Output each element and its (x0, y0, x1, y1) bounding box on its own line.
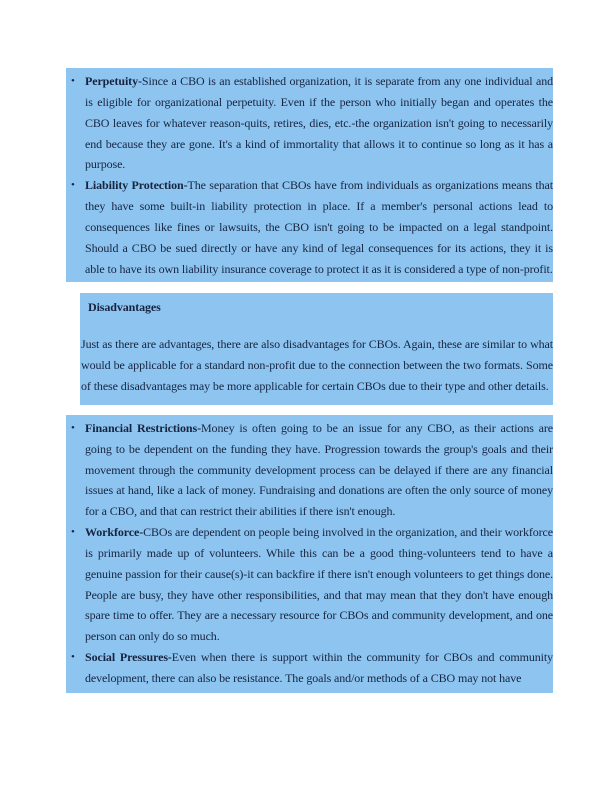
term-workforce: Workforce- (85, 525, 144, 540)
term-perpetuity: Perpetuity- (85, 74, 142, 88)
list-item-text: Even when there is support within the community for CBOs and community development, there can also be resistance. The goals and/or methods of a CBO may not have (85, 650, 554, 685)
bullet-icon: • (71, 421, 75, 434)
list-item-text: Since a CBO is an established organization, it is separate from any one individual and is eligible for organizational perpetuity. Even if the person who initially began and operates the CBO leaves for whatever reason-quits, retires, dies, etc.-the organization isn't going to necessarily end because they are gone. It's a kind of immortality that allows it to continue so long as it has a purpose. (85, 74, 553, 172)
bullet-icon: • (71, 179, 75, 192)
list-item-perpetuity (66, 71, 553, 175)
disadvantages-bullet-list (66, 418, 553, 689)
list-item-text: Money is often going to be an issue for any CBO, as their actions are going to be dependent on the funding they have. Progression towards the group's goals and their movement through the community development process can be delayed if there are any financial issues at hand, like a lack of money. Fundraising and donations are often the only source of money for a CBO, and that can restrict their abilities if there isn't enough. (85, 420, 553, 519)
list-item-workforce (66, 522, 553, 647)
list-item-text: The separation that CBOs have from individuals as organizations means that they have some built-in liability protection in place. If a member's personal actions lead to consequences like fines or lawsuits, the CBO isn't going to be impacted on a legal standpoint. Should a CBO be sued directly or have any kind of legal consequences for its actions, they it is able to have its own liability insurance coverage to protect it as it is considered a type of non-profit. (85, 178, 554, 276)
disadvantages-highlight-block (66, 415, 553, 693)
term-social-pressures: Social Pressures- (85, 650, 172, 665)
disadvantages-section (80, 293, 553, 404)
list-item-text: CBOs are dependent on people being involved in the organization, and their workforce is primarily made up of volunteers. While this can be a good thing-volunteers tend to have a genuine passion for their cause(s)-it can backfire if there isn't enough volunteers to get things done. People are busy, they have other responsibilities, and that may mean that they don't have enough spare time to offer. They are a necessary resource for CBOs and community development, and one person can only do so much. (85, 525, 553, 644)
list-item-liability-protection (66, 175, 553, 279)
list-item-financial-restrictions (66, 418, 553, 522)
advantages-highlight-block (66, 68, 553, 282)
disadvantages-heading: Disadvantages (88, 300, 161, 315)
advantages-bullet-list (66, 71, 553, 279)
bullet-icon: • (71, 75, 75, 87)
bullet-icon: • (71, 651, 75, 664)
term-financial-restrictions: Financial Restrictions- (85, 420, 201, 435)
disadvantages-intro-paragraph: Just as there are advantages, there are also disadvantages for CBOs. Again, these are similar to what would be applicable for a standard non-profit due to the connection between the two formats. Some of these disadvantages may be more applicable for certain CBOs due to their type and other details. (81, 337, 553, 393)
term-liability-protection: Liability Protection- (85, 178, 188, 193)
bullet-icon: • (71, 526, 75, 539)
list-item-social-pressures (66, 647, 553, 689)
